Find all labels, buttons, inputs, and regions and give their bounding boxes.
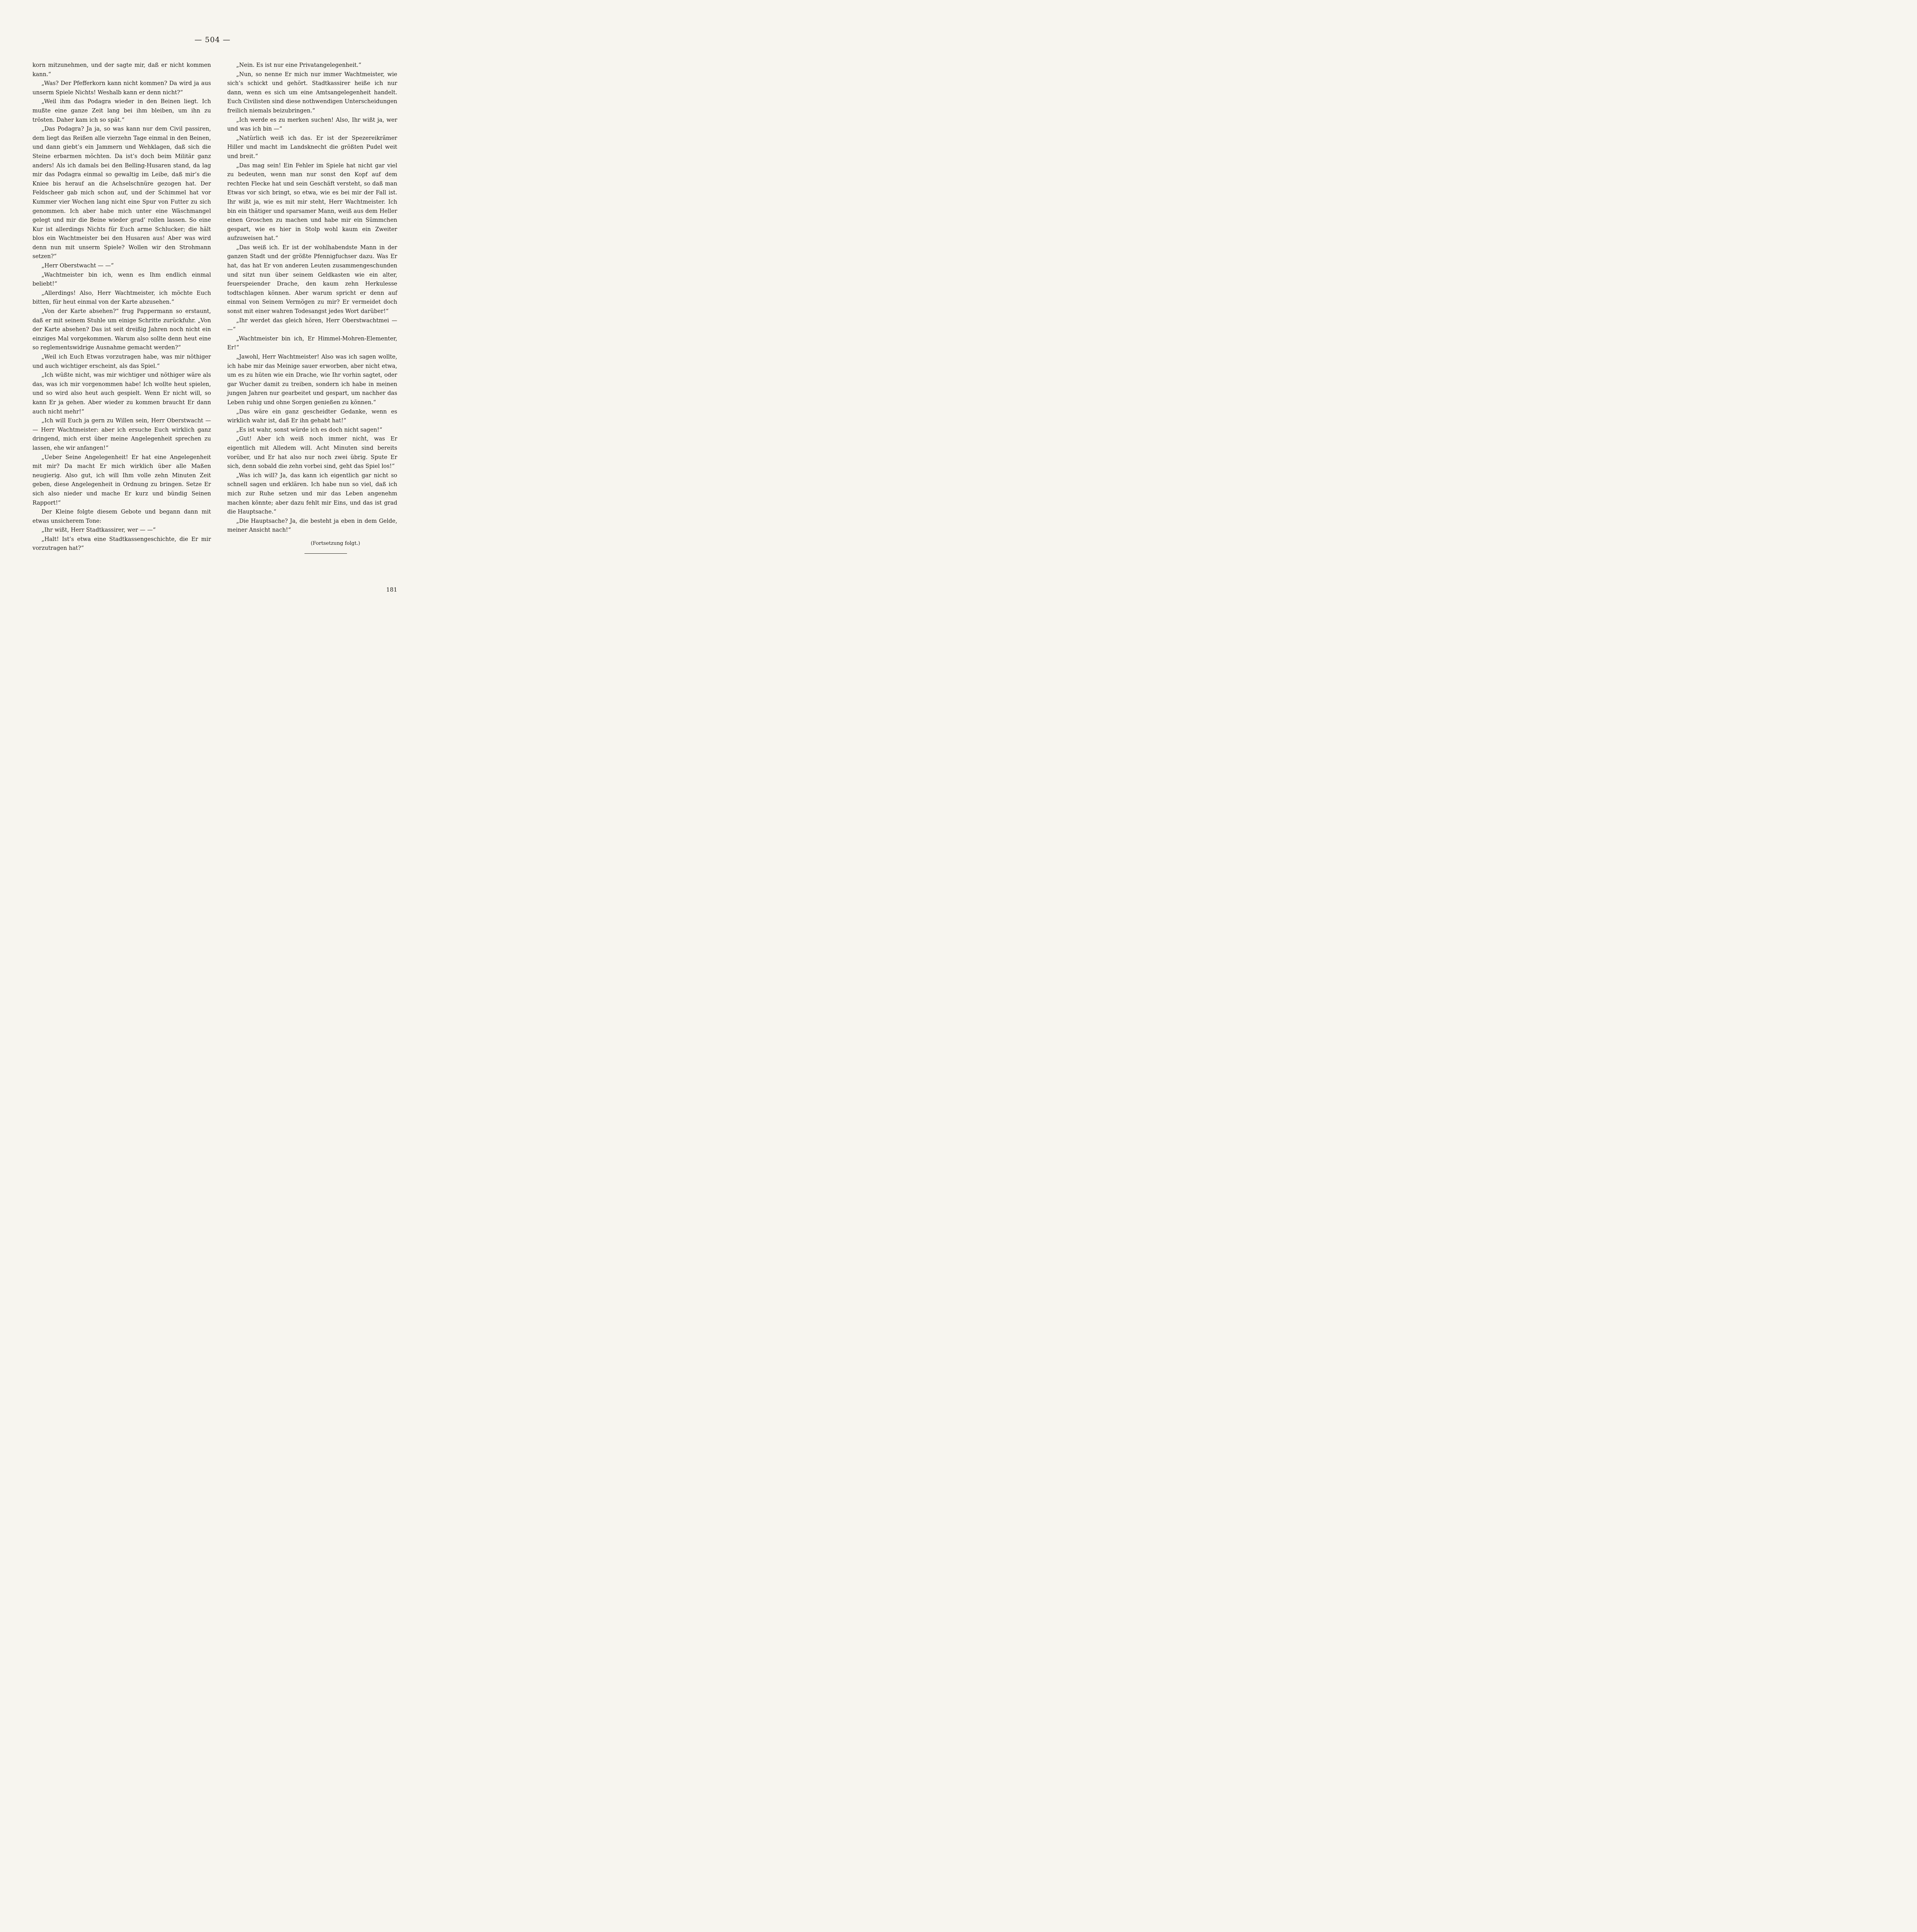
paragraph: „Jawohl, Herr Wachtmeister! Also was ich sagen wollte, ich habe mir das Meinige sauer erworben, aber nicht etwa, um es zu hüten wie ein Drache, wie Ihr vorhin sagtet, oder gar Wucher damit zu treiben, sondern ich habe in meinen jungen Jahren nur gearbeitet und gespart, um nachher das Leben ruhig und ohne Sorgen genießen zu können.“ <box>227 354 397 406</box>
paragraph: „Das mag sein! Ein Fehler im Spiele hat nicht gar viel zu bedeuten, wenn man nur sonst den Kopf auf dem rechten Flecke hat und sein Geschäft versteht, so daß man Etwas vor sich bringt, so etwa, wie es bei mir der Fall ist. Ihr wißt ja, wie es mit mir steht, Herr Wachtmeister. Ich bin ein thätiger und sparsamer Mann, weiß aus dem Heller einen Groschen zu machen und habe mir ein Sümmchen gespart, wie es hier in Stolp wohl kaum ein Zweiter aufzuweisen hat.“ <box>227 162 397 242</box>
paragraph: „Nein. Es ist nur eine Privatangelegenheit.“ <box>236 62 361 68</box>
divider-rule <box>304 553 347 554</box>
paragraph: „Wachtmeister bin ich, Er Himmel-Mohren-Elementer, Er!“ <box>227 335 397 351</box>
page-number: — 504 — <box>194 36 231 44</box>
paragraph: „Ueber Seine Angelegenheit! Er hat eine Angelegenheit mit mir? Da macht Er mich wirklich über alle Maßen neugierig. Also gut, ich will Ihm volle zehn Minuten Zeit geben, diese Angelegenheit in Ordnung zu bringen. Setze Er sich also nieder und mache Er kurz und bündig Seinen Rapport!“ <box>32 454 211 506</box>
right-column <box>227 61 397 554</box>
left-column <box>32 61 211 553</box>
paragraph: Der Kleine folgte diesem Gebote und begann dann mit etwas unsicherem Tone: <box>32 509 211 524</box>
signature-number: 181 <box>386 586 397 593</box>
paragraph: „Weil ihm das Podagra wieder in den Beinen liegt. Ich mußte eine ganze Zeit lang bei ihm bleiben, um ihn zu trösten. Daher kam ich so spät.“ <box>32 99 211 123</box>
paragraph: „Ihr wißt, Herr Stadtkassirer, wer — —“ <box>41 527 156 534</box>
paragraph: „Allerdings! Also, Herr Wachtmeister, ich möchte Euch bitten, für heut einmal von der Karte abzusehen.“ <box>32 290 211 306</box>
paragraph: „Was? Der Pfefferkorn kann nicht kommen? Da wird ja aus unserm Spiele Nichts! Weshalb kann er denn nicht?“ <box>32 80 211 96</box>
paragraph: „Natürlich weiß ich das. Er ist der Spezereikrämer Hiller und macht im Landsknecht die größten Pudel weit und breit.“ <box>227 135 397 160</box>
paragraph: „Es ist wahr, sonst würde ich es doch nicht sagen!“ <box>236 427 383 433</box>
paragraph: „Von der Karte absehen?“ frug Pappermann so erstaunt, daß er mit seinem Stuhle um einige Schritte zurückfuhr. „Von der Karte absehen? Das ist seit dreißig Jahren noch nicht ein einziges Mal vorgekommen. Warum also sollte denn heut eine so reglementswidrige Ausnahme gemacht werden?“ <box>32 308 211 351</box>
paragraph: „Die Hauptsache? Ja, die besteht ja eben in dem Gelde, meiner Ansicht nach!“ <box>227 518 397 534</box>
paragraph: „Halt! Ist’s etwa eine Stadtkassengeschichte, die Er mir vorzutragen hat?“ <box>32 536 211 552</box>
paragraph: „Das weiß ich. Er ist der wohlhabendste Mann in der ganzen Stadt und der größte Pfennigfuchser dazu. Was Er hat, das hat Er von anderen Leuten zusammengeschunden und sitzt nun über seinem Geldkasten wie ein alter, feuerspeiender Drache, den kaum zehn Herkulesse todtschlagen können. Aber warum spricht er denn auf einmal von Seinem Vermögen zu mir? Er vermeidet doch sonst mit einer wahren Todesangst jedes Wort darüber!“ <box>227 244 397 315</box>
paragraph: „Ich wüßte nicht, was mir wichtiger und nöthiger wäre als das, was ich mir vorgenommen habe! Ich wollte heut spielen, und so wird also heut auch gespielt. Wenn Er nicht will, so kann Er ja gehen. Aber wieder zu kommen braucht Er dann auch nicht mehr!“ <box>32 372 211 415</box>
paragraph: „Ich werde es zu merken suchen! Also, Ihr wißt ja, wer und was ich bin —“ <box>227 117 397 133</box>
paragraph: „Das Podagra? Ja ja, so was kann nur dem Civil passiren, dem liegt das Reißen alle vierzehn Tage einmal in den Beinen, und dann giebt’s ein Jammern und Wehklagen, daß sich die Steine erbarmen möchten. Da ist’s doch beim Militär ganz anders! Als ich damals bei den Belling-Husaren stand, da lag mir das Podagra einmal so gewaltig im Leibe, daß mir’s die Kniee bis herauf an die Achselschnüre gezogen hat. Der Feldscheer gab mich schon auf, und der Schimmel hat vor Kummer vier Wochen lang nicht eine Spur von Futter zu sich genommen. Ich aber habe mich unter eine Wäschmangel gelegt und mir die Beine wieder grad’ rollen lassen. So eine Kur ist allerdings Nichts für Euch arme Schlucker; die hält blos ein Wachtmeister bei den Husaren aus! Aber was wird denn nun mit unserm Spiele? Wollen wir den Strohmann setzen?“ <box>32 126 211 260</box>
paragraph: „Ihr werdet das gleich hören, Herr Oberstwachtmei — —“ <box>227 317 397 333</box>
paragraph: „Das wäre ein ganz gescheidter Gedanke, wenn es wirklich wahr ist, daß Er ihn gehabt hat!“ <box>227 408 397 424</box>
paragraph: „Weil ich Euch Etwas vorzutragen habe, was mir nöthiger und auch wichtiger erscheint, als das Spiel.“ <box>32 354 211 369</box>
paragraph: „Gut! Aber ich weiß noch immer nicht, was Er eigentlich mit Alledem will. Acht Minuten sind bereits vorüber, und Er hat also nur noch zwei übrig. Spute Er sich, denn sobald die zehn vorbei sind, geht das Spiel los!“ <box>227 436 397 470</box>
paragraph: „Herr Oberstwacht — —“ <box>41 263 114 269</box>
paragraph: „Was ich will? Ja, das kann ich eigentlich gar nicht so schnell sagen und erklären. Ich habe nun so viel, daß ich mich zur Ruhe setzen und mir das Leben angenehm machen könnte; aber dazu fehlt mir Eins, und das ist grad die Hauptsache.“ <box>227 472 397 515</box>
paragraph: „Nun, so nenne Er mich nur immer Wachtmeister, wie sich’s schickt und gehört. Stadtkassirer heiße ich nur dann, wenn es sich um eine Amtsangelegenheit handelt. Euch Civilisten sind diese nothwendigen Unterscheidungen freilich niemals beizubringen.“ <box>227 71 397 114</box>
continued-note: (Fortsetzung folgt.) <box>311 540 360 546</box>
paragraph: „Ich will Euch ja gern zu Willen sein, Herr Oberstwacht — — Herr Wachtmeister: aber ich ersuche Euch wirklich ganz dringend, mich erst über meine Angelegenheit sprechen zu lassen, ehe wir anfangen!“ <box>32 418 211 451</box>
paragraph: korn mitzunehmen, und der sagte mir, daß er nicht kommen kann.“ <box>32 62 211 78</box>
paragraph: „Wachtmeister bin ich, wenn es Ihm endlich einmal beliebt!“ <box>32 272 211 287</box>
